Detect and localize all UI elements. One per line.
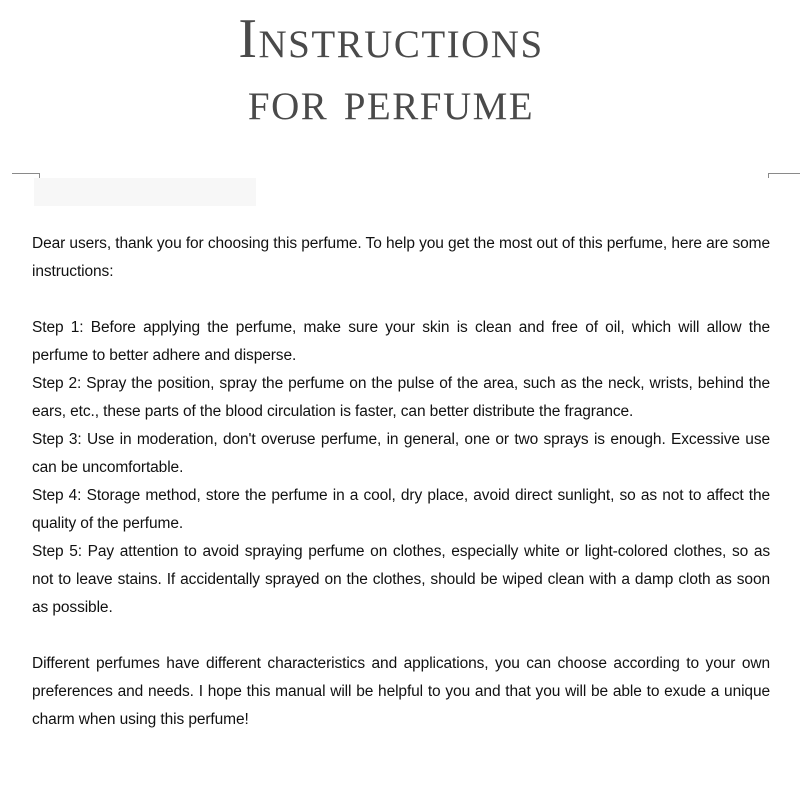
- page-title-line-1: Instructions: [238, 8, 544, 70]
- paragraph-spacer: [32, 286, 770, 314]
- instructions-body: [32, 230, 770, 734]
- paragraph-spacer: [32, 622, 770, 650]
- step-5: Step 5: Pay attention to avoid spraying perfume on clothes, especially white or light-colored clothes, so as not to leave stains. If accidentally sprayed on the clothes, should be wiped clean with a damp cloth as soon as possible.: [32, 543, 770, 616]
- crop-mark-right: [768, 173, 800, 174]
- faint-background-block: [34, 178, 256, 206]
- crop-mark-left: [12, 173, 40, 174]
- step-2: Step 2: Spray the position, spray the perfume on the pulse of the area, such as the neck, wrists, behind the ears, etc., these parts of the blood circulation is faster, can better distribute the fragrance.: [32, 375, 770, 420]
- intro-paragraph: Dear users, thank you for choosing this perfume. To help you get the most out of this perfume, here are some instructions:: [32, 235, 770, 280]
- step-3: Step 3: Use in moderation, don't overuse perfume, in general, one or two sprays is enough. Excessive use can be uncomfortable.: [32, 431, 770, 476]
- page-title-line-2: for perfume: [247, 70, 535, 132]
- closing-paragraph: Different perfumes have different characteristics and applications, you can choose according to your own preferences and needs. I hope this manual will be helpful to you and that you will be able to exude a unique charm when using this perfume!: [32, 655, 770, 728]
- step-1: Step 1: Before applying the perfume, make sure your skin is clean and free of oil, which will allow the perfume to better adhere and disperse.: [32, 319, 770, 364]
- step-4: Step 4: Storage method, store the perfume in a cool, dry place, avoid direct sunlight, so as not to affect the quality of the perfume.: [32, 487, 770, 532]
- page-title: [0, 8, 782, 132]
